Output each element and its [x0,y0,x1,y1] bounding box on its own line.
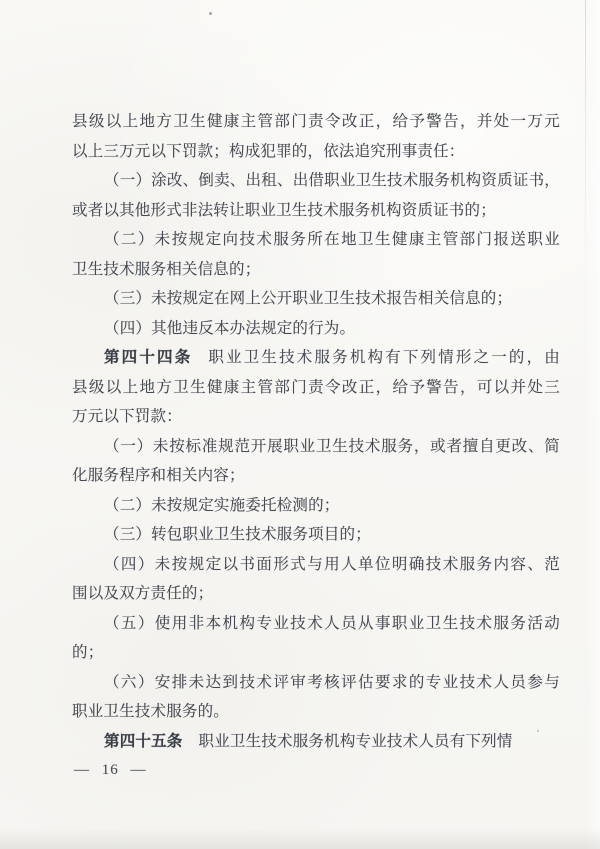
article-text: 职业卫生技术服务机构有下列情形之一的，由 [208,349,560,366]
article-number: 第四十五条 [104,732,183,750]
text-line: （二）未按规定向技术服务所在地卫生健康主管部门报送职业 [104,231,560,248]
document-body [72,107,560,756]
text-line: （五）使用非本机构专业技术人员从事职业卫生技术服务活动 [104,614,560,632]
text-line: （二）未按规定实施委托检测的； [104,496,340,514]
scan-edge-highlight [586,0,600,849]
text-line [72,727,560,757]
text-line: 万元以下罚款： [72,408,182,425]
article-text: 职业卫生技术服务机构专业技术人员有下列情 [198,732,513,750]
text-line: 围以及双方责任的； [72,585,214,602]
page-number-footer: — 16 — [74,762,147,778]
text-line: 化服务程序和相关内容； [72,467,245,484]
text-line: 的； [72,644,104,661]
text-line: 以上三万元以下罚款；构成犯罪的，依法追究刑事责任： [72,142,465,160]
text-line [72,343,560,373]
text-line: （一）涂改、倒卖、出租、出借职业卫生技术服务机构资质证书， [104,172,560,189]
article-number: 第四十四条 [104,349,193,366]
text-line: （四）其他违反本办法规定的行为。 [104,319,356,337]
text-line: 县级以上地方卫生健康主管部门责令改正，给予警告，并处一万元 [72,113,560,130]
text-line: （三）未按规定在网上公开职业卫生技术报告相关信息的； [104,290,513,307]
text-line: （四）未按规定以书面形式与用人单位明确技术服务内容、范 [104,555,560,573]
scan-speck [209,12,212,15]
text-line: （六）安排未达到技术评审考核评估要求的专业技术人员参与 [104,673,560,691]
scan-bottom-shadow [0,827,600,849]
text-line: 卫生技术服务相关信息的； [72,260,261,278]
text-line: （一）未按标准规范开展职业卫生技术服务，或者擅自更改、简 [104,437,560,455]
text-line: 或者以其他形式非法转让职业卫生技术服务机构资质证书的； [72,201,496,219]
text-line: 县级以上地方卫生健康主管部门责令改正，给予警告，可以并处三 [72,378,560,396]
text-line: 职业卫生技术服务的。 [72,703,230,720]
text-line: （三）转包职业卫生技术服务项目的； [104,526,371,543]
